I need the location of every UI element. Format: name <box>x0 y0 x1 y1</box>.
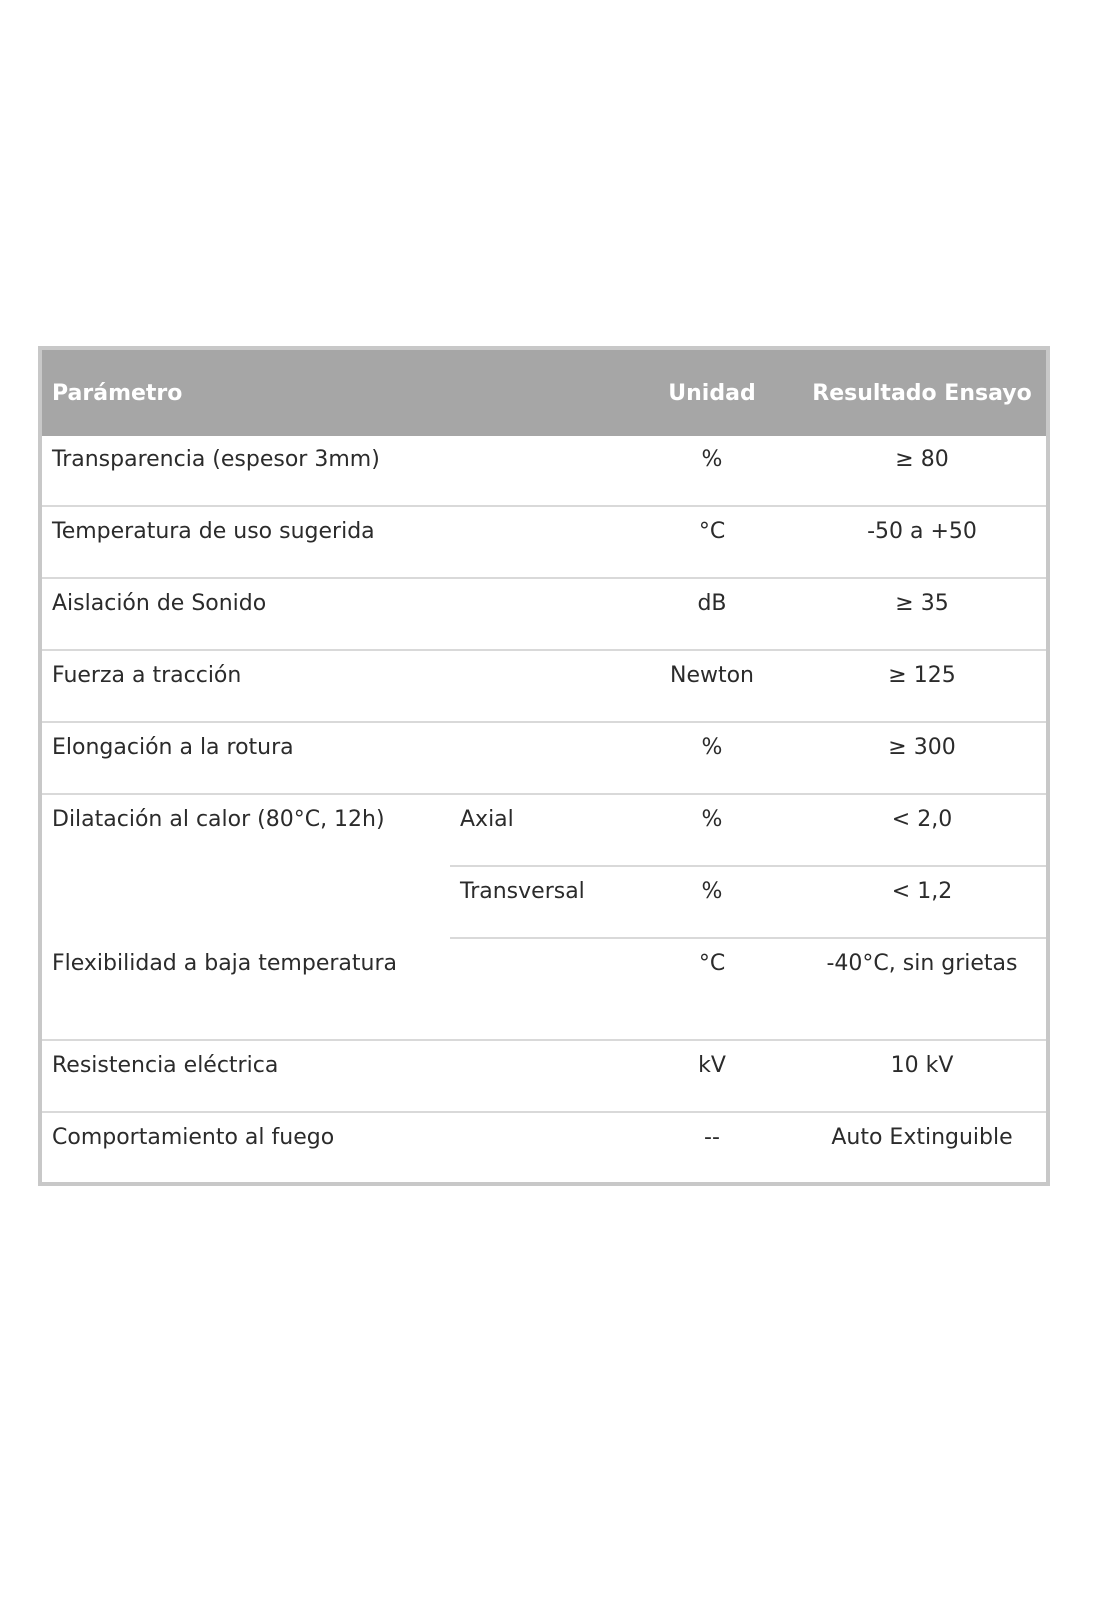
cell-resultado: < 1,2 <box>891 879 953 904</box>
row-divider <box>42 793 1046 795</box>
cell-resultado: ≥ 35 <box>895 591 949 616</box>
cell-unidad: -- <box>704 1125 720 1150</box>
cell-unidad: °C <box>698 951 726 976</box>
cell-unidad: dB <box>697 591 727 616</box>
cell-unidad: °C <box>698 519 726 544</box>
row-divider <box>42 1039 1046 1041</box>
cell-parametro: Comportamiento al fuego <box>52 1125 335 1150</box>
cell-resultado: ≥ 80 <box>895 447 949 472</box>
cell-resultado: ≥ 300 <box>888 735 956 760</box>
cell-unidad: kV <box>698 1053 726 1078</box>
row-divider <box>42 649 1046 651</box>
table-header <box>42 350 1046 436</box>
cell-unidad: % <box>701 735 723 760</box>
cell-parametro: Dilatación al calor (80°C, 12h) <box>52 807 385 832</box>
header-resultado: Resultado Ensayo <box>812 381 1032 406</box>
cell-resultado: -40°C, sin grietas <box>826 951 1018 976</box>
cell-subparametro: Transversal <box>460 879 585 904</box>
cell-parametro: Flexibilidad a baja temperatura <box>52 951 397 976</box>
cell-subparametro: Axial <box>460 807 514 832</box>
cell-unidad: % <box>701 807 723 832</box>
cell-parametro: Resistencia eléctrica <box>52 1053 279 1078</box>
row-divider <box>42 1111 1046 1113</box>
cell-parametro: Temperatura de uso sugerida <box>52 519 375 544</box>
cell-unidad: Newton <box>669 663 754 688</box>
row-divider <box>42 505 1046 507</box>
spec-table <box>38 346 1050 1186</box>
cell-resultado: < 2,0 <box>891 807 953 832</box>
row-divider <box>450 937 1046 939</box>
header-unidad: Unidad <box>668 381 756 406</box>
cell-parametro: Transparencia (espesor 3mm) <box>52 447 380 472</box>
cell-parametro: Aislación de Sonido <box>52 591 267 616</box>
row-divider <box>42 721 1046 723</box>
cell-resultado: ≥ 125 <box>888 663 956 688</box>
row-divider <box>450 865 1046 867</box>
cell-unidad: % <box>701 447 723 472</box>
cell-resultado: Auto Extinguible <box>831 1125 1013 1150</box>
cell-parametro: Fuerza a tracción <box>52 663 242 688</box>
cell-resultado: 10 kV <box>890 1053 954 1078</box>
cell-parametro: Elongación a la rotura <box>52 735 294 760</box>
header-parametro: Parámetro <box>52 381 183 406</box>
row-divider <box>42 577 1046 579</box>
cell-unidad: % <box>701 879 723 904</box>
cell-resultado: -50 a +50 <box>867 519 977 544</box>
